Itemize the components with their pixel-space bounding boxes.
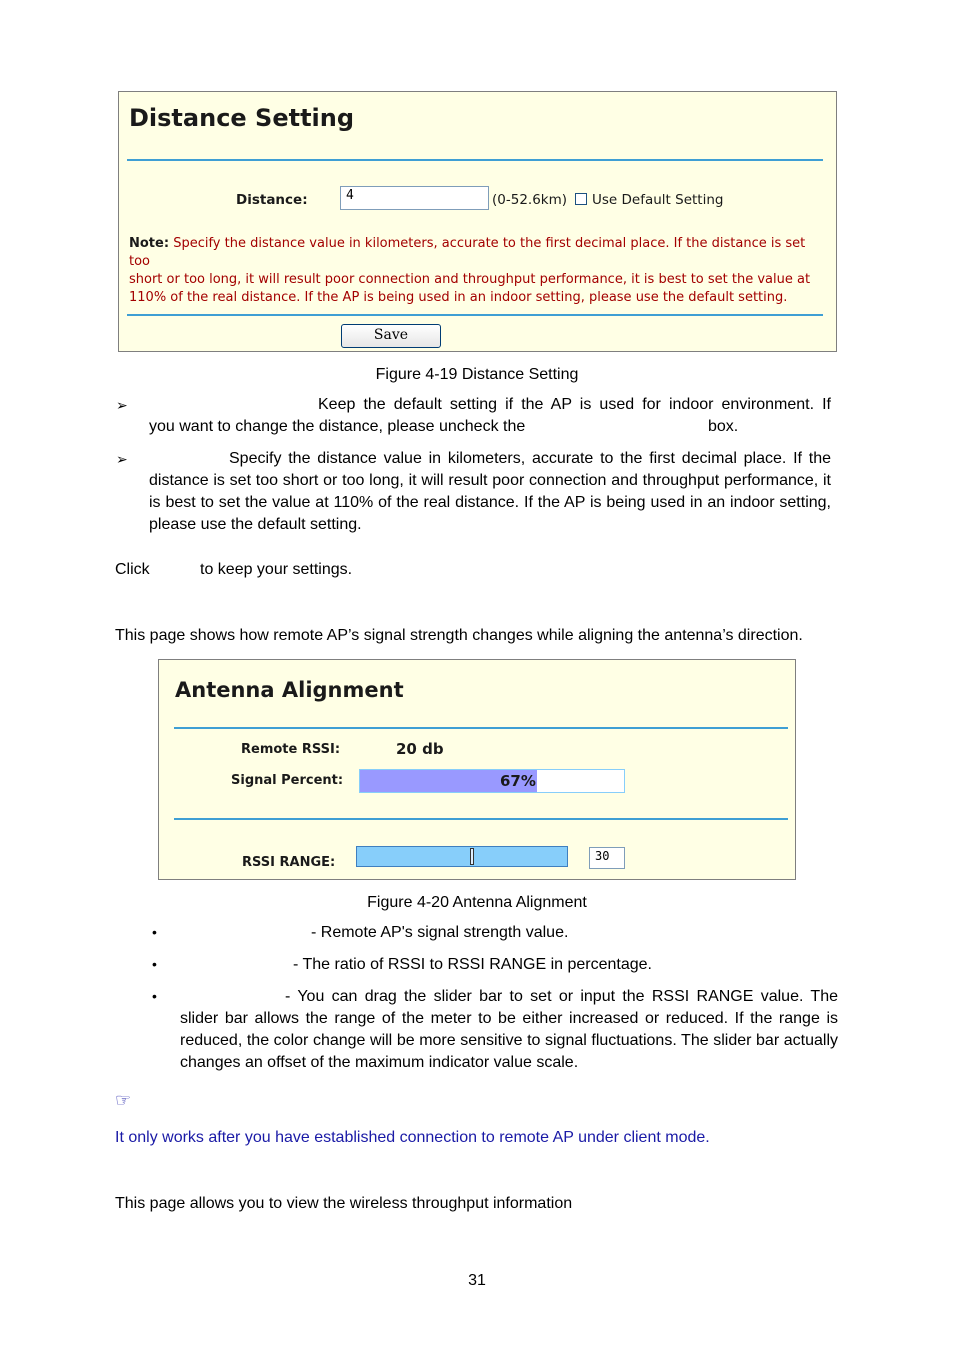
figure-caption: Figure 4-20 Antenna Alignment (367, 894, 587, 911)
click-prefix: Click (115, 561, 150, 578)
rssi-range-label: RSSI RANGE: (242, 855, 336, 870)
bullet-text: - You can drag the slider bar to set or input the RSSI RANGE value. The (285, 988, 838, 1005)
bullet-text: distance is set too short or too long, it will result poor connection and throughput performance, it is best to set the value at 110% of the real distance. If the AP is being used in an indoor setting, please use the default setting. (149, 472, 831, 533)
panel-title: Distance Setting (129, 104, 355, 132)
bullet-text: Keep the default setting if the AP is used for indoor environment. If (318, 396, 831, 413)
divider (127, 314, 823, 316)
throughput-intro: This page allows you to view the wireless throughput information (115, 1195, 573, 1212)
note-line: short or too long, it will result poor connection and throughput performance, it is best to set the value at (129, 272, 811, 287)
distance-input[interactable]: 4 (340, 186, 489, 210)
note-text-blue: It only works after you have established connection to remote AP under client mode. (115, 1129, 710, 1146)
rssi-range-input[interactable]: 30 (589, 847, 625, 869)
slider-handle[interactable] (470, 848, 474, 865)
pointing-hand-icon: ☞ (115, 1090, 132, 1111)
signal-percent-label: Signal Percent: (231, 773, 344, 788)
antenna-intro: This page shows how remote AP’s signal strength changes while aligning the antenna’s direction. (115, 627, 803, 644)
page-number: 31 (468, 1272, 486, 1289)
range-hint: (0-52.6km) (492, 192, 568, 208)
bullet-text: slider bar allows the range of the meter to be either increased or reduced. If the range is reduced, the color change will be more sensitive to signal fluctuations. The slider bar actually changes an offset of the maximum indicator value scale. (180, 1010, 838, 1071)
signal-meter (359, 769, 625, 793)
figure-caption: Figure 4-19 Distance Setting (375, 366, 579, 383)
panel-title: Antenna Alignment (175, 678, 404, 702)
note-line: 110% of the real distance. If the AP is being used in an indoor setting, please use the default setting. (129, 290, 788, 305)
remote-rssi-value: 20 db (396, 740, 444, 758)
divider (127, 159, 823, 161)
use-default-label: Use Default Setting (592, 192, 724, 208)
bullet-dot-icon: • (152, 924, 157, 940)
divider (174, 727, 788, 729)
note-text (129, 235, 829, 307)
bullet-text: you want to change the distance, please uncheck the (149, 418, 526, 435)
bullet-text: Specify the distance value in kilometers, accurate to the first decimal place. If the (229, 450, 831, 467)
save-button[interactable]: Save (341, 324, 441, 348)
bullet-text: - Remote AP's signal strength value. (311, 924, 569, 941)
rssi-range-slider[interactable] (356, 846, 568, 867)
distance-label: Distance: (236, 192, 308, 208)
note-line: Specify the distance value in kilometers, accurate to the first decimal place. If the distance is set too (129, 236, 806, 269)
divider (174, 818, 788, 820)
remote-rssi-label: Remote RSSI: (241, 742, 341, 757)
bullet-dot-icon: • (152, 956, 157, 972)
use-default-checkbox[interactable] (575, 193, 587, 205)
signal-percent-value: 67% (500, 772, 536, 790)
note-label: Note: (129, 236, 170, 251)
antenna-alignment-panel (158, 659, 796, 880)
click-suffix: to keep your settings. (200, 561, 353, 578)
arrow-bullet-icon: ➢ (116, 397, 128, 413)
bullet-dot-icon: • (152, 988, 157, 1004)
distance-setting-panel (118, 91, 837, 352)
arrow-bullet-icon: ➢ (116, 451, 128, 467)
bullet-text: box. (708, 418, 739, 435)
bullet-text: - The ratio of RSSI to RSSI RANGE in percentage. (293, 956, 652, 973)
